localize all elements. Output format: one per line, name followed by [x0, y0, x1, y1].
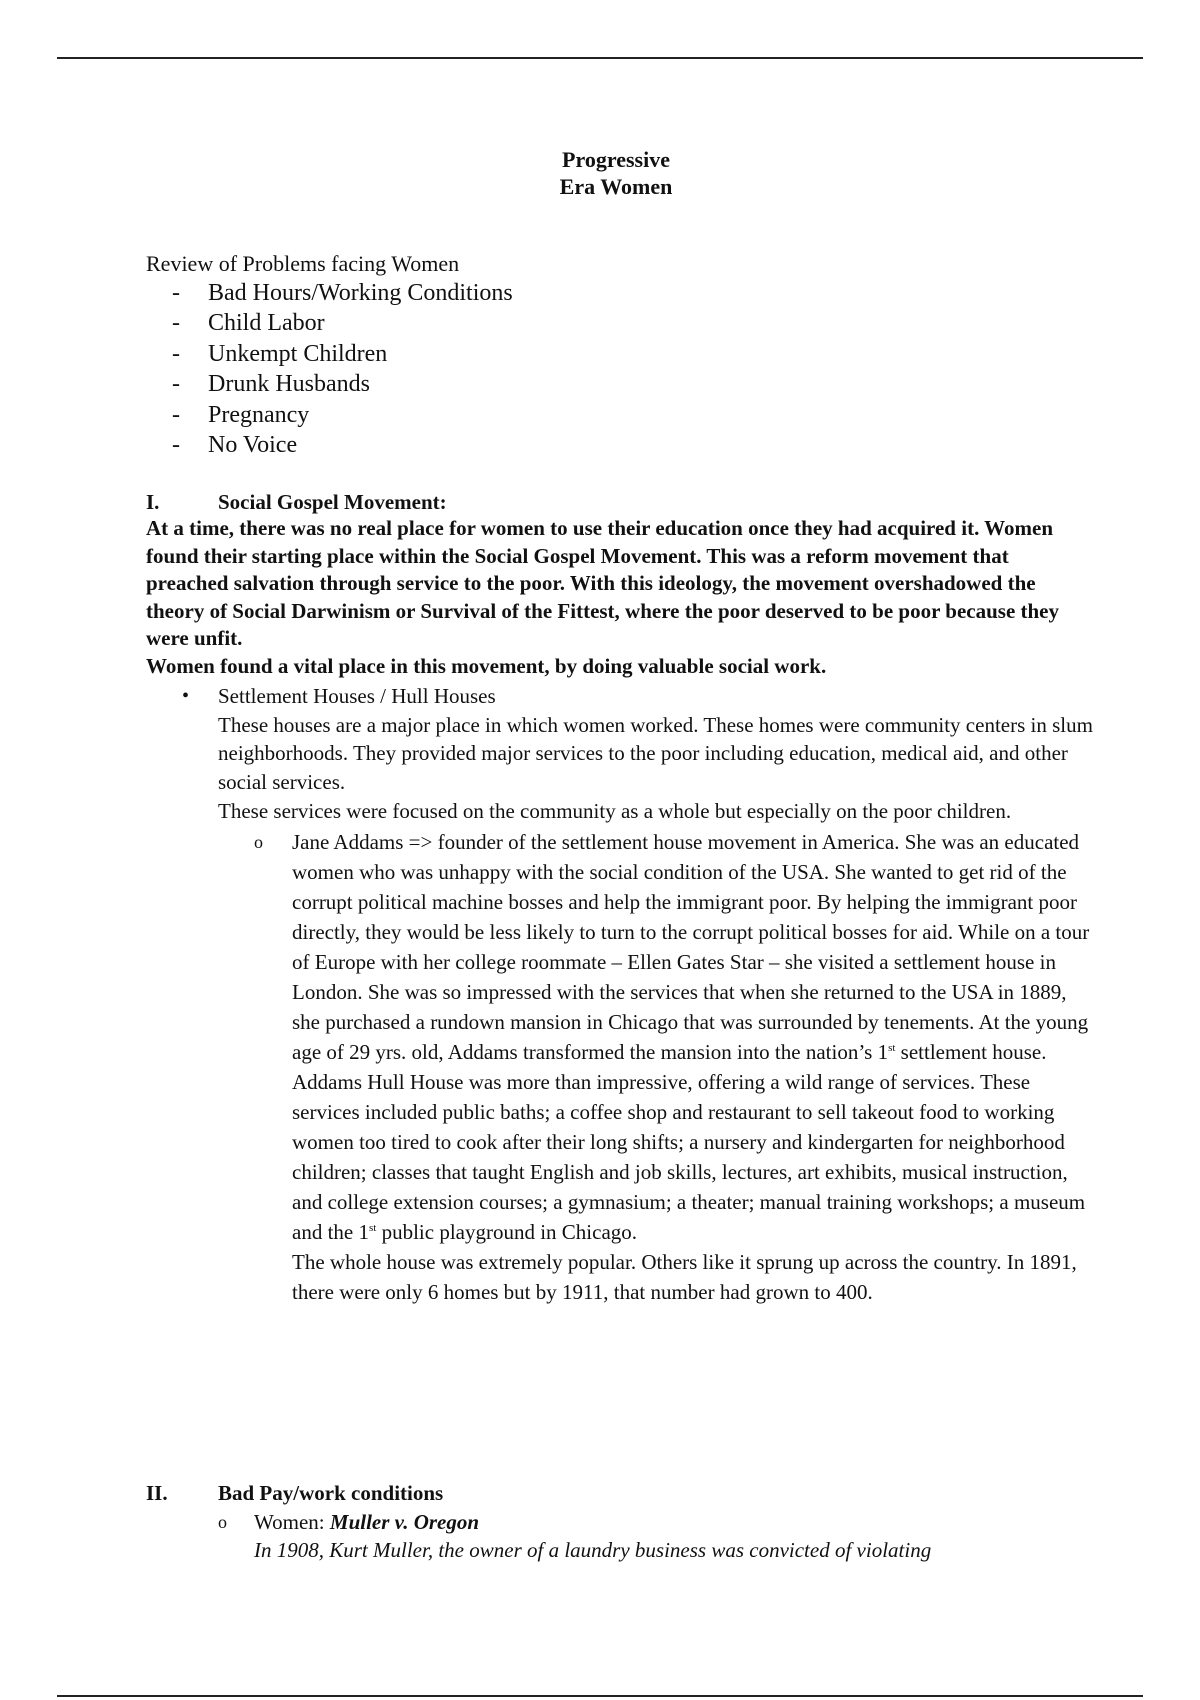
- section-numeral: II.: [146, 1481, 168, 1505]
- list-item: - Drunk Husbands: [146, 369, 1096, 399]
- bullet-marker: •: [182, 684, 190, 707]
- review-section: [146, 250, 1096, 460]
- superscript: st: [888, 1042, 896, 1055]
- bullet-label: Settlement Houses / Hull Houses: [218, 683, 496, 708]
- intro-paragraph-2: Women found a vital place in this movement, by doing valuable social work.: [146, 653, 827, 678]
- section-title: Social Gospel Movement:: [218, 490, 447, 514]
- dash-marker: -: [172, 401, 180, 428]
- settlement-paragraph-2: These services were focused on the community as a whole but especially on the poor children.: [218, 798, 1012, 823]
- review-heading: Review of Problems facing Women: [146, 251, 460, 276]
- top-rule: [57, 57, 1143, 59]
- list-item: - Unkempt Children: [146, 339, 1096, 369]
- section-title: Bad Pay/work conditions: [218, 1481, 444, 1505]
- section-bad-pay: [146, 1480, 1096, 1564]
- list-item: - Pregnancy: [146, 400, 1096, 430]
- sub-item-jane-addams: [146, 827, 1096, 1307]
- addams-paragraph-2: The whole house was extremely popular. Others like it sprung up across the country. In 1891, there were only 6 homes but by 1911, that number had grown to 400.: [292, 1250, 1077, 1305]
- list-item: - Bad Hours/Working Conditions: [146, 278, 1096, 308]
- list-item: - Child Labor: [146, 308, 1096, 338]
- title-line-1: Progressive: [562, 147, 670, 172]
- section-social-gospel: [146, 489, 1096, 1307]
- item-prefix: Women:: [254, 1510, 330, 1534]
- case-name: Muller v. Oregon: [329, 1510, 480, 1534]
- superscript: st: [368, 1222, 377, 1235]
- muller-paragraph: In 1908, Kurt Muller, the owner of a laundry business was convicted of violating: [254, 1538, 932, 1562]
- intro-paragraph: At a time, there was no real place for women to use their education once they had acquired it. Women found their starting place within the Social Gospel Movement. This was a reform movement that preached salvation through service to the poor. With this ideology, the movement overshadowed the theory of Social Darwinism or Survival of the Fittest, where the poor deserved to be poor because they were unfit.: [146, 516, 1060, 651]
- dash-marker: -: [172, 432, 180, 459]
- dash-marker: -: [172, 340, 180, 367]
- circle-marker: o: [218, 1512, 227, 1532]
- section-numeral: I.: [146, 490, 160, 514]
- dash-marker: -: [172, 310, 180, 337]
- list-item: - No Voice: [146, 430, 1096, 460]
- dash-marker: -: [172, 280, 180, 306]
- circle-marker: o: [254, 832, 263, 853]
- settlement-paragraph-1: These houses are a major place in which women worked. These homes were community centers in slum neighborhoods. They provided major services to the poor including education, medical aid, and other social services.: [218, 712, 1093, 794]
- dash-marker: -: [172, 371, 180, 398]
- section-heading: [146, 1480, 1096, 1506]
- addams-paragraph-1: Jane Addams => founder of the settlement house movement in America. She was an educated women who was unhappy with the social condition of the USA. She wanted to get rid of the corrupt political machine bosses and help the immigrant poor. By helping the immigrant poor directly, they would be less likely to turn to the corrupt political bosses for aid. While on a tour of Europe with her college roommate – Ellen Gates Star – she visited a settlement house in London. She was so impressed with the services that when she returned to the USA in 1889, she purchased a rundown mansion in Chicago that was surrounded by tenements. At the young age of 29 yrs. old, Addams transformed the mansion into the nation’s 1st settlement house. Addams Hull House was more than impressive, offering a wild range of services. These services included public baths; a coffee shop and restaurant to sell takeout food to working women too tired to cook after their long shifts; a nursery and kindergarten for neighborhood children; classes that taught English and job skills, lectures, art exhibits, musical instruction, and college extension courses; a gymnasium; a theater; manual training workshops; a museum and the 1st public playground in Chicago.: [292, 830, 1090, 1245]
- bullet-settlement-houses: [146, 682, 1096, 826]
- problem-list: [146, 278, 1096, 460]
- page-title: [0, 146, 1200, 200]
- section-heading: [146, 489, 1096, 515]
- title-line-2: Era Women: [559, 174, 673, 199]
- sub-item-muller: [146, 1508, 1096, 1536]
- bottom-rule: [57, 1695, 1143, 1697]
